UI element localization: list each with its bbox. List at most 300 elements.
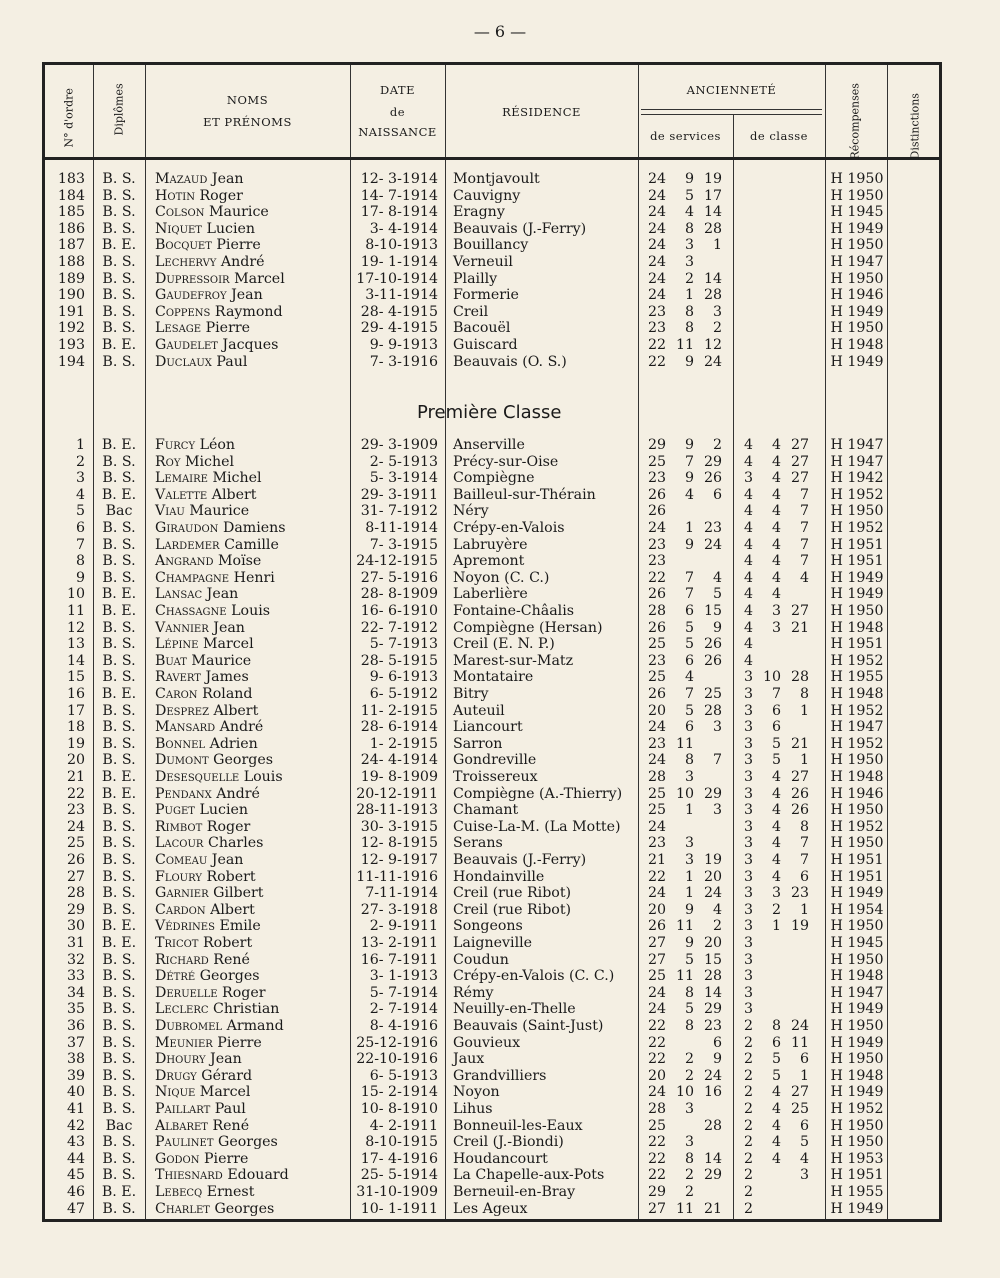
- cell-cl-mois: 6: [771, 1034, 781, 1051]
- cell-serv-annees: 27: [647, 1200, 666, 1217]
- cell-cl-jours: 27: [790, 470, 809, 487]
- cell-ordre: 36: [66, 1018, 85, 1034]
- cell-residence: Laberlière: [453, 586, 528, 603]
- cell-nom: [155, 852, 350, 869]
- cell-residence: Noyon: [453, 1084, 500, 1101]
- cell-diplome: B. S.: [102, 171, 136, 187]
- cell-diplome: B. S.: [102, 901, 136, 918]
- cell-prenom: Georges: [209, 1200, 275, 1217]
- cell-cl-mois: 3: [771, 619, 781, 636]
- cell-prenom: Edouard: [222, 1167, 289, 1184]
- cell-serv-mois: 8: [684, 1150, 694, 1167]
- cell-ordre: 35: [66, 1001, 85, 1018]
- cell-nom-famille: Lacour: [155, 835, 204, 852]
- table-row: [45, 869, 939, 886]
- cell-serv-annees: 26: [647, 586, 666, 603]
- cell-prenom: Lucien: [194, 802, 249, 819]
- cell-nom: [155, 669, 350, 686]
- cell-serv-annees: 24: [647, 237, 666, 254]
- cell-nom: [155, 786, 350, 803]
- cell-nom-famille: Valette: [155, 486, 208, 503]
- cell-serv-annees: 22: [647, 868, 666, 885]
- header-classe: de classe: [750, 129, 808, 143]
- cell-recompense: H 1950: [830, 603, 884, 619]
- cell-cl-mois: 4: [771, 486, 781, 503]
- cell-cl-annees: 3: [743, 470, 753, 487]
- cell-cl-annees: 2: [743, 1200, 753, 1217]
- cell-nom-famille: Floury: [155, 868, 202, 885]
- cell-residence: Rémy: [453, 984, 494, 1001]
- cell-cl-jours: 7: [799, 553, 809, 570]
- cell-prenom: Roger: [217, 984, 266, 1001]
- cell-cl-jours: 7: [799, 835, 809, 852]
- cell-recompense: H 1951: [830, 852, 884, 868]
- cell-serv-mois: 11: [675, 918, 694, 935]
- cell-nom-famille: Lechervy: [155, 254, 217, 270]
- cell-nom: [155, 354, 350, 371]
- cell-serv-jours: 16: [703, 1084, 722, 1101]
- cell-cl-annees: 4: [743, 520, 753, 536]
- cell-serv-jours: 19: [703, 852, 722, 868]
- cell-cl-jours: 11: [790, 1034, 809, 1051]
- cell-residence: Beauvais (J.-Ferry): [453, 220, 587, 237]
- cell-cl-annees: 2: [743, 1167, 753, 1184]
- cell-date: 30- 3-1915: [360, 818, 438, 835]
- table-row: [45, 1184, 939, 1201]
- cell-ordre: 191: [57, 303, 85, 320]
- cell-recompense: H 1950: [830, 752, 884, 769]
- cell-prenom: Armand: [222, 1018, 284, 1034]
- cell-nom: [155, 1101, 350, 1118]
- cell-ordre: 34: [66, 984, 85, 1001]
- cell-recompense: H 1949: [830, 220, 884, 237]
- cell-residence: Noyon (C. C.): [453, 569, 550, 586]
- cell-recompense: H 1952: [830, 520, 884, 536]
- table-row: [45, 719, 939, 736]
- cell-residence: Chamant: [453, 802, 519, 819]
- cell-residence: Bitry: [453, 686, 489, 702]
- cell-cl-jours: 19: [790, 918, 809, 935]
- cell-serv-annees: 26: [647, 619, 666, 636]
- cell-serv-mois: 9: [684, 353, 694, 370]
- cell-recompense: H 1950: [830, 918, 884, 935]
- cell-serv-jours: 19: [703, 171, 722, 187]
- cell-nom: [155, 918, 350, 935]
- cell-recompense: H 1948: [830, 686, 884, 702]
- cell-cl-jours: 27: [790, 453, 809, 470]
- cell-cl-mois: 5: [771, 1067, 781, 1084]
- cell-diplome: B. S.: [102, 752, 136, 769]
- cell-serv-mois: 5: [684, 951, 694, 968]
- cell-diplome: B. S.: [102, 553, 136, 570]
- cell-serv-mois: 3: [684, 237, 694, 254]
- cell-ordre: 14: [66, 652, 85, 669]
- cell-date: 8- 4-1916: [369, 1018, 438, 1034]
- cell-residence: Hondainville: [453, 868, 545, 885]
- cell-recompense: H 1953: [830, 1150, 884, 1167]
- cell-serv-jours: 2: [712, 918, 722, 935]
- cell-prenom: Michel: [207, 470, 262, 487]
- cell-serv-jours: 25: [703, 686, 722, 702]
- cell-prenom: Henri: [229, 569, 275, 586]
- cell-date: 3- 4-1914: [369, 220, 438, 237]
- cell-cl-annees: 3: [743, 885, 753, 902]
- cell-nom: [155, 1184, 350, 1201]
- cell-diplome: B. E.: [101, 603, 137, 619]
- cell-residence: Verneuil: [453, 254, 513, 270]
- cell-cl-mois: 4: [771, 1084, 781, 1101]
- cell-nom: [155, 520, 350, 537]
- cell-prenom: Albert: [205, 901, 255, 918]
- cell-ordre: 24: [66, 818, 85, 835]
- cell-serv-mois: 5: [684, 187, 694, 204]
- cell-residence: Anserville: [453, 437, 525, 453]
- cell-cl-annees: 2: [743, 1067, 753, 1084]
- cell-nom-famille: Rimbot: [155, 818, 203, 835]
- cell-nom-famille: Desprez: [155, 702, 210, 719]
- cell-cl-annees: 3: [743, 702, 753, 719]
- cell-diplome: B. S.: [102, 1034, 136, 1051]
- cell-date: 5- 7-1913: [369, 636, 438, 653]
- cell-nom: [155, 636, 350, 653]
- cell-recompense: H 1950: [830, 1134, 884, 1151]
- cell-serv-mois: 10: [675, 785, 694, 802]
- cell-cl-annees: 3: [743, 868, 753, 885]
- cell-serv-jours: 21: [703, 1200, 722, 1217]
- cell-recompense: H 1947: [830, 719, 884, 736]
- cell-serv-mois: 11: [675, 337, 694, 353]
- cell-cl-jours: 7: [799, 520, 809, 536]
- cell-date: 14- 7-1914: [360, 187, 438, 204]
- cell-date: 5- 3-1914: [369, 470, 438, 487]
- cell-serv-annees: 23: [647, 536, 666, 553]
- cell-cl-mois: 4: [771, 785, 781, 802]
- cell-serv-mois: 8: [684, 1018, 694, 1034]
- table-row: [45, 237, 939, 254]
- cell-nom: [155, 1051, 350, 1068]
- cell-serv-mois: 6: [684, 603, 694, 619]
- table-row: [45, 254, 939, 271]
- cell-recompense: H 1948: [830, 337, 884, 353]
- cell-diplome: B. S.: [102, 702, 136, 719]
- cell-residence: Grandvilliers: [453, 1067, 547, 1084]
- table-row: [45, 835, 939, 852]
- cell-cl-annees: 4: [743, 503, 753, 520]
- cell-date: 24- 4-1914: [360, 752, 438, 769]
- table-row: [45, 1084, 939, 1101]
- cell-cl-mois: 4: [771, 769, 781, 785]
- cell-nom: [155, 703, 350, 720]
- cell-diplome: B. S.: [102, 984, 136, 1001]
- cell-prenom: Gérard: [196, 1067, 253, 1084]
- cell-serv-jours: 14: [703, 1150, 722, 1167]
- cell-ordre: 21: [66, 769, 85, 785]
- cell-serv-mois: 10: [675, 1084, 694, 1101]
- cell-nom-famille: Lebecq: [155, 1184, 203, 1200]
- cell-serv-mois: 6: [684, 719, 694, 736]
- cell-recompense: H 1950: [830, 237, 884, 254]
- cell-cl-mois: 5: [771, 1051, 781, 1068]
- cell-nom-famille: Hotin: [155, 187, 195, 204]
- cell-nom-famille: Bonnel: [155, 735, 206, 752]
- cell-recompense: H 1951: [830, 636, 884, 653]
- cell-cl-mois: 4: [771, 536, 781, 553]
- cell-serv-annees: 20: [647, 702, 666, 719]
- cell-serv-jours: 20: [703, 868, 722, 885]
- cell-recompense: H 1950: [830, 1018, 884, 1034]
- cell-residence: Guiscard: [453, 337, 518, 353]
- cell-residence: Creil (J.-Biondi): [453, 1134, 564, 1151]
- cell-ordre: 189: [57, 270, 85, 287]
- cell-residence: Creil (rue Ribot): [453, 901, 572, 918]
- cell-cl-mois: 4: [771, 569, 781, 586]
- cell-recompense: H 1947: [830, 984, 884, 1001]
- cell-nom-famille: Vannier: [155, 619, 209, 636]
- cell-residence: Cauvigny: [453, 187, 521, 204]
- cell-cl-jours: 21: [790, 619, 809, 636]
- cell-prenom: Marcel: [195, 1084, 251, 1101]
- cell-serv-annees: 25: [647, 785, 666, 802]
- cell-nom-famille: Thiesnard: [155, 1167, 223, 1184]
- cell-nom: [155, 503, 350, 520]
- cell-serv-mois: 3: [684, 1101, 694, 1117]
- cell-date: 20-12-1911: [356, 785, 438, 802]
- cell-serv-annees: 24: [647, 171, 666, 187]
- header-date: DATE: [380, 83, 415, 97]
- cell-serv-annees: 23: [647, 652, 666, 669]
- cell-cl-jours: 27: [790, 769, 809, 785]
- table-row: [45, 1051, 939, 1068]
- cell-diplome: B. S.: [102, 636, 136, 653]
- cell-cl-annees: 4: [743, 636, 753, 653]
- cell-date: 9- 9-1913: [369, 337, 438, 353]
- cell-cl-jours: 4: [799, 1150, 809, 1167]
- cell-nom: [155, 1167, 350, 1184]
- table-row: [45, 337, 939, 354]
- cell-serv-mois: 6: [684, 652, 694, 669]
- cell-serv-annees: 24: [647, 520, 666, 536]
- cell-diplome: B. S.: [102, 868, 136, 885]
- cell-diplome: B. S.: [102, 1101, 136, 1117]
- cell-serv-jours: 28: [703, 220, 722, 237]
- cell-diplome: B. S.: [102, 1018, 136, 1034]
- page-number: — 6 —: [473, 22, 527, 41]
- cell-serv-annees: 24: [647, 1001, 666, 1018]
- cell-prenom: Jean: [226, 287, 263, 304]
- cell-nom: [155, 254, 350, 271]
- cell-cl-annees: 2: [743, 1051, 753, 1068]
- cell-ordre: 41: [66, 1101, 85, 1117]
- cell-recompense: H 1952: [830, 652, 884, 669]
- cell-nom: [155, 570, 350, 587]
- cell-cl-annees: 4: [743, 586, 753, 603]
- cell-prenom: Pierre: [201, 320, 251, 337]
- cell-prenom: Maurice: [186, 652, 252, 669]
- cell-serv-mois: 9: [684, 437, 694, 453]
- cell-ordre: 190: [57, 287, 85, 304]
- cell-residence: Gondreville: [453, 752, 537, 769]
- cell-residence: Sarron: [453, 735, 503, 752]
- cell-serv-annees: 24: [647, 254, 666, 270]
- cell-cl-mois: 8: [771, 1018, 781, 1034]
- cell-diplome: B. S.: [102, 520, 136, 536]
- cell-nom: [155, 537, 350, 554]
- cell-prenom: André: [215, 719, 264, 736]
- cell-diplome: B. E.: [101, 337, 137, 353]
- cell-nom: [155, 736, 350, 753]
- cell-cl-mois: 6: [771, 702, 781, 719]
- cell-date: 24-12-1915: [356, 553, 438, 570]
- cell-ordre: 45: [66, 1167, 85, 1184]
- cell-diplome: B. E.: [101, 437, 137, 453]
- cell-diplome: B. E.: [101, 1184, 137, 1200]
- cell-serv-annees: 24: [647, 220, 666, 237]
- cell-ordre: 16: [66, 686, 85, 702]
- cell-recompense: H 1951: [830, 536, 884, 553]
- cell-serv-jours: 17: [703, 187, 722, 204]
- cell-recompense: H 1950: [830, 1051, 884, 1068]
- cell-nom: [155, 271, 350, 288]
- cell-cl-mois: 4: [771, 470, 781, 487]
- cell-residence: Montataire: [453, 669, 534, 686]
- cell-date: 31-10-1909: [356, 1184, 438, 1200]
- table-row: [45, 271, 939, 288]
- cell-cl-annees: 4: [743, 553, 753, 570]
- cell-date: 15- 2-1914: [360, 1084, 438, 1101]
- section-title: Première Classe: [417, 402, 562, 423]
- cell-diplome: B. E.: [101, 686, 137, 702]
- table-row: [45, 454, 939, 471]
- table-row: [45, 1201, 939, 1218]
- cell-residence: Creil (E. N. P.): [453, 636, 555, 653]
- cell-nom-famille: Niquet: [155, 220, 202, 237]
- cell-nom: [155, 835, 350, 852]
- cell-cl-annees: 3: [743, 918, 753, 935]
- cell-serv-jours: 2: [712, 437, 722, 453]
- cell-recompense: H 1950: [830, 951, 884, 968]
- cell-prenom: Roland: [197, 686, 253, 702]
- cell-diplome: Bac: [105, 1117, 133, 1134]
- cell-cl-jours: 21: [790, 735, 809, 752]
- cell-serv-annees: 23: [647, 303, 666, 320]
- cell-serv-jours: 24: [703, 353, 722, 370]
- cell-residence: Crépy-en-Valois (C. C.): [453, 968, 615, 985]
- cell-residence: Auteuil: [453, 702, 505, 719]
- cell-diplome: B. S.: [102, 652, 136, 669]
- cell-diplome: B. S.: [102, 287, 136, 304]
- cell-date: 11- 2-1915: [360, 702, 438, 719]
- cell-nom-famille: Viau: [155, 503, 185, 520]
- cell-date: 6- 5-1913: [369, 1067, 438, 1084]
- cell-diplome: B. S.: [102, 835, 136, 852]
- cell-residence: Montjavoult: [453, 171, 540, 187]
- cell-nom: [155, 869, 350, 886]
- cell-cl-mois: 4: [771, 1150, 781, 1167]
- cell-cl-annees: 2: [743, 1117, 753, 1134]
- cell-nom-famille: Angrand: [155, 553, 214, 570]
- cell-nom-famille: Mansard: [155, 719, 216, 736]
- cell-serv-mois: 2: [684, 1067, 694, 1084]
- cell-ordre: 44: [66, 1150, 85, 1167]
- cell-nom-famille: Richard: [155, 951, 209, 968]
- cell-recompense: H 1955: [830, 1184, 884, 1200]
- cell-nom-famille: Duclaux: [155, 353, 212, 370]
- cell-residence: Crépy-en-Valois: [453, 520, 565, 536]
- cell-nom-famille: Leclerc: [155, 1001, 209, 1018]
- cell-nom-famille: Godon: [155, 1150, 200, 1167]
- cell-serv-annees: 25: [647, 669, 666, 686]
- cell-serv-mois: 8: [684, 752, 694, 769]
- cell-residence: Creil (rue Ribot): [453, 885, 572, 902]
- cell-cl-annees: 3: [743, 735, 753, 752]
- cell-prenom: Paul: [210, 1101, 246, 1117]
- cell-ordre: 186: [57, 220, 85, 237]
- cell-serv-jours: 23: [703, 520, 722, 536]
- cell-serv-jours: 4: [712, 569, 722, 586]
- cell-date: 28- 5-1915: [360, 652, 438, 669]
- cell-serv-annees: 25: [647, 968, 666, 985]
- cell-date: 16- 6-1910: [360, 603, 438, 619]
- cell-prenom: Pierre: [211, 237, 261, 254]
- cell-serv-jours: 2: [712, 320, 722, 337]
- cell-ordre: 1: [75, 437, 85, 453]
- cell-nom-famille: Champagne: [155, 569, 230, 586]
- cell-nom: [155, 1001, 350, 1018]
- cell-nom-famille: Dubromel: [155, 1018, 223, 1034]
- cell-recompense: H 1950: [830, 187, 884, 204]
- cell-prenom: Marcel: [229, 270, 285, 287]
- cell-cl-annees: 3: [743, 984, 753, 1001]
- cell-cl-annees: 4: [743, 569, 753, 586]
- cell-ordre: 29: [66, 901, 85, 918]
- cell-nom: [155, 304, 350, 321]
- table-row: [45, 1134, 939, 1151]
- table-row: [45, 1118, 939, 1135]
- cell-nom-famille: Lesage: [155, 320, 202, 337]
- cell-serv-annees: 26: [647, 686, 666, 702]
- cell-cl-mois: 7: [771, 686, 781, 702]
- cell-serv-mois: 8: [684, 303, 694, 320]
- cell-diplome: B. E.: [101, 237, 137, 254]
- cell-date: 19- 1-1914: [360, 254, 438, 270]
- header-date-de: de: [389, 105, 406, 119]
- cell-cl-annees: 3: [743, 835, 753, 852]
- cell-prenom: Pierre: [212, 1034, 262, 1051]
- cell-nom: [155, 221, 350, 238]
- cell-date: 7- 3-1916: [369, 353, 438, 370]
- cell-cl-mois: 3: [771, 603, 781, 619]
- cell-prenom: Roger: [202, 818, 251, 835]
- cell-serv-annees: 24: [647, 984, 666, 1001]
- cell-nom: [155, 952, 350, 969]
- cell-serv-jours: 20: [703, 935, 722, 951]
- cell-nom-famille: Lépine: [155, 636, 199, 653]
- cell-date: 11-11-1916: [356, 868, 438, 885]
- cell-diplome: B. S.: [102, 1134, 136, 1151]
- cell-serv-annees: 24: [647, 1084, 666, 1101]
- cell-diplome: B. S.: [102, 619, 136, 636]
- cell-serv-annees: 27: [647, 935, 666, 951]
- cell-serv-annees: 24: [647, 270, 666, 287]
- cell-serv-jours: 14: [703, 204, 722, 221]
- cell-diplome: B. E.: [101, 918, 137, 935]
- cell-diplome: B. S.: [102, 569, 136, 586]
- cell-prenom: André: [216, 254, 265, 270]
- cell-ordre: 5: [75, 503, 85, 520]
- cell-serv-jours: 24: [703, 885, 722, 902]
- cell-recompense: H 1952: [830, 702, 884, 719]
- cell-serv-annees: 25: [647, 453, 666, 470]
